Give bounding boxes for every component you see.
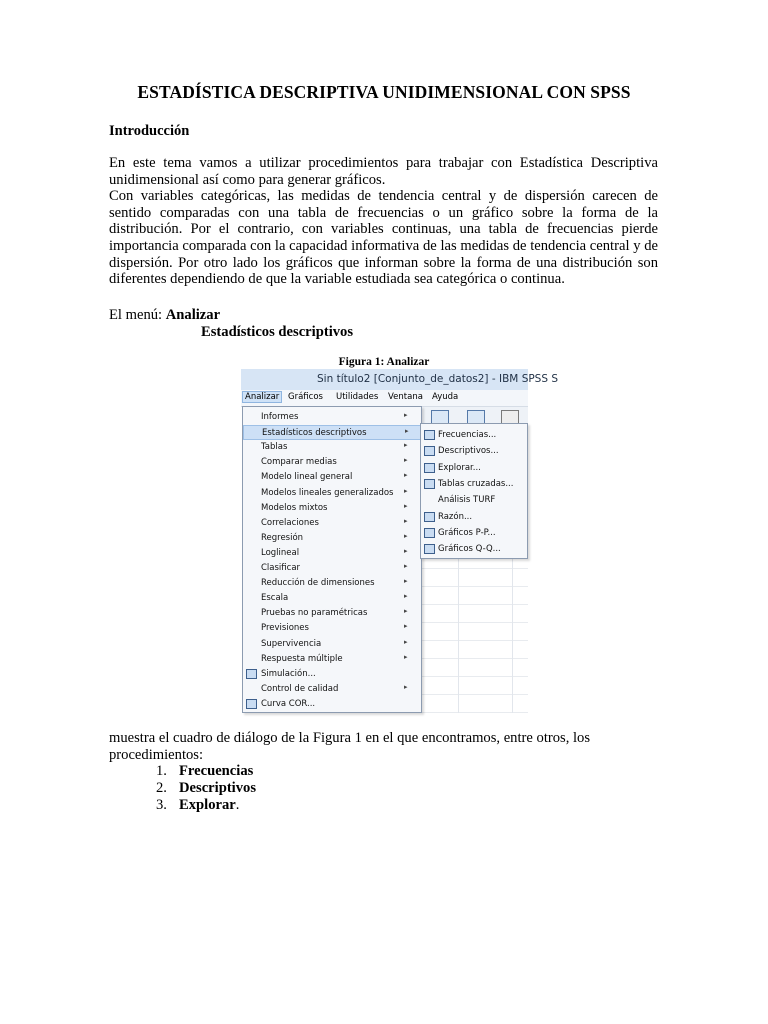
- menu-item-label: Tablas: [261, 442, 288, 453]
- menu-item-curva-cor[interactable]: [243, 697, 421, 712]
- submenu-item-graficos-q-q[interactable]: [421, 541, 527, 557]
- submenu-arrow-icon: ▸: [404, 531, 408, 540]
- menu-item-label: Control de calidad: [261, 683, 339, 694]
- window-titlebar: [241, 369, 559, 390]
- menu-item-label: Respuesta múltiple: [261, 653, 343, 664]
- menubar-ayuda[interactable]: Ayuda: [432, 392, 459, 402]
- menubar-utilidades[interactable]: Utilidades: [336, 392, 379, 402]
- menu-item-modelo-lineal-general[interactable]: [243, 470, 421, 485]
- submenu-arrow-icon: ▸: [404, 562, 408, 570]
- razon-icon: [424, 512, 435, 522]
- simulacion-icon: [246, 669, 257, 679]
- menu-path-prefix: El menú:: [109, 307, 166, 323]
- menubar-analizar[interactable]: Analizar: [242, 391, 282, 403]
- submenu-item-tablas-cruzadas[interactable]: [421, 476, 527, 492]
- submenu-arrow-icon: ▸: [404, 501, 408, 510]
- submenu-arrow-icon: ▸: [404, 607, 408, 616]
- descriptivos-icon: [424, 446, 435, 456]
- submenu-arrow-icon: ▸: [404, 486, 408, 495]
- menu-item-regresion[interactable]: [243, 531, 421, 546]
- frecuencias-icon: [424, 430, 435, 440]
- menu-path-level1: Analizar: [165, 307, 221, 323]
- section-heading: Introducción: [109, 123, 190, 139]
- submenu-arrow-icon: ▸: [404, 471, 408, 480]
- graficos-p-p-icon: [424, 528, 435, 538]
- menubar-ventana[interactable]: Ventana: [388, 392, 423, 402]
- menu-item-label: Informes: [261, 412, 299, 422]
- estadisticos-descriptivos-submenu: [420, 423, 528, 559]
- menu-item-modelos-lineales-generalizados[interactable]: [243, 486, 421, 501]
- menu-item-comparar-medias[interactable]: [243, 455, 421, 470]
- menu-item-label: Correlaciones: [261, 517, 319, 528]
- analizar-menu: [242, 406, 422, 713]
- spss-screenshot: [241, 369, 559, 713]
- figure-caption: Figura 1: Analizar: [338, 356, 430, 368]
- submenu-arrow-icon: ▸: [404, 411, 408, 419]
- tablas-cruzadas-icon: [424, 479, 435, 489]
- curva-cor-icon: [246, 699, 257, 709]
- menu-path-line: [109, 307, 220, 324]
- menu-item-label: Estadísticos descriptivos: [262, 428, 367, 439]
- menubar-graficos[interactable]: Gráficos: [288, 392, 323, 402]
- submenu-item-analisis-turf[interactable]: [421, 492, 527, 508]
- submenu-item-label: Tablas cruzadas...: [438, 478, 514, 489]
- submenu-arrow-icon: ▸: [404, 637, 408, 646]
- menu-item-label: Simulación...: [261, 668, 316, 679]
- menu-item-clasificar[interactable]: [243, 561, 421, 576]
- menu-item-simulacion[interactable]: [243, 667, 421, 682]
- page-title: ESTADÍSTICA DESCRIPTIVA UNIDIMENSIONAL CON SPSS: [137, 82, 631, 102]
- scale-icon[interactable]: [501, 410, 519, 424]
- submenu-item-razon[interactable]: [421, 509, 527, 525]
- menu-path-level2: Estadísticos descriptivos: [201, 324, 354, 340]
- submenu-item-label: Razón...: [438, 511, 473, 522]
- submenu-item-explorar[interactable]: [421, 460, 527, 476]
- menu-item-label: Modelos lineales generalizados: [261, 487, 394, 498]
- submenu-item-label: Gráficos Q-Q...: [438, 544, 501, 555]
- submenu-arrow-icon: ▸: [405, 427, 409, 436]
- window-title: Sin título2 [Conjunto_de_datos2] - IBM SPSS S: [317, 373, 559, 385]
- intro-text: [109, 155, 658, 288]
- procedure-item: 2. Descriptivos: [156, 779, 257, 796]
- menu-item-previsiones[interactable]: [243, 621, 421, 636]
- menu-item-label: Curva COR...: [261, 698, 316, 709]
- explorar-icon: [424, 463, 435, 473]
- submenu-arrow-icon: ▸: [404, 456, 408, 465]
- procedures-list: [156, 763, 256, 813]
- menu-item-label: Escala: [261, 593, 289, 604]
- menu-item-supervivencia[interactable]: [243, 637, 421, 652]
- procedure-item: 3. Explorar.: [156, 796, 240, 813]
- submenu-item-label: Explorar...: [438, 462, 481, 473]
- submenu-arrow-icon: ▸: [404, 622, 408, 631]
- menu-item-control-de-calidad[interactable]: [243, 682, 421, 697]
- submenu-arrow-icon: ▸: [404, 652, 408, 661]
- menu-item-respuesta-multiple[interactable]: [243, 652, 421, 667]
- submenu-item-label: Descriptivos...: [438, 446, 499, 457]
- procedure-item: 1. Frecuencias: [156, 763, 254, 779]
- submenu-item-label: Análisis TURF: [438, 495, 496, 506]
- menu-item-label: Pruebas no paramétricas: [261, 608, 368, 619]
- menu-item-label: Modelos mixtos: [261, 502, 328, 513]
- table-icon[interactable]: [467, 410, 485, 424]
- menu-item-escala[interactable]: [243, 591, 421, 606]
- submenu-item-graficos-p-p[interactable]: [421, 525, 527, 541]
- menu-item-label: Regresión: [261, 532, 304, 543]
- menu-item-label: Modelo lineal general: [261, 472, 353, 483]
- grid-icon[interactable]: [431, 410, 449, 424]
- submenu-arrow-icon: ▸: [404, 546, 408, 555]
- graficos-q-q-icon: [424, 544, 435, 554]
- submenu-arrow-icon: ▸: [404, 592, 408, 601]
- menu-item-label: Reducción de dimensiones: [261, 578, 375, 589]
- submenu-item-descriptivos[interactable]: [421, 443, 527, 459]
- menu-item-label: Clasificar: [261, 563, 301, 573]
- menu-item-reduccion-de-dimensiones[interactable]: [243, 576, 421, 591]
- menu-item-label: Supervivencia: [261, 638, 322, 649]
- menu-item-informes[interactable]: [243, 410, 421, 425]
- menu-item-loglineal[interactable]: [243, 546, 421, 561]
- submenu-arrow-icon: ▸: [404, 682, 408, 691]
- submenu-item-label: Frecuencias...: [438, 430, 497, 440]
- menu-item-pruebas-no-parametricas[interactable]: [243, 606, 421, 621]
- menu-item-label: Loglineal: [261, 547, 300, 558]
- menu-item-modelos-mixtos[interactable]: [243, 501, 421, 516]
- submenu-item-label: Gráficos P-P...: [438, 527, 496, 538]
- submenu-arrow-icon: ▸: [404, 577, 408, 586]
- intro-paragraph-2: Con variables categóricas, las medidas de tendencia central y de dispersión carecen de sentido comparadas con una tabla de frecuencias o un gráfico sobre la forma de la distribución. Por el contrario, con variables continuas, una tabla de frecuencias pierde importancia comparada con la capacidad informativa de las medidas de tendencia central y de dispersión. Por otro lado los gráficos que informan sobre la forma de una distribución son diferentes dependiendo de que la variable estudiada sea categórica o continua.: [109, 188, 658, 288]
- submenu-item-frecuencias[interactable]: [421, 427, 527, 443]
- after-text: muestra el cuadro de diálogo de la Figura 1 en el que encontramos, entre otros, los procedimientos:: [109, 730, 591, 763]
- menu-item-label: Comparar medias: [261, 457, 337, 468]
- intro-paragraph-1: En este tema vamos a utilizar procedimientos para trabajar con Estadística Descriptiva unidimensional así como para generar gráficos.: [109, 155, 658, 188]
- menu-item-estadisticos-descriptivos[interactable]: [243, 425, 421, 440]
- menu-item-label: Previsiones: [261, 623, 309, 634]
- menu-item-correlaciones[interactable]: [243, 516, 421, 531]
- submenu-arrow-icon: ▸: [404, 516, 408, 525]
- menu-item-tablas[interactable]: [243, 440, 421, 455]
- menubar: [241, 390, 528, 407]
- submenu-arrow-icon: ▸: [404, 441, 408, 450]
